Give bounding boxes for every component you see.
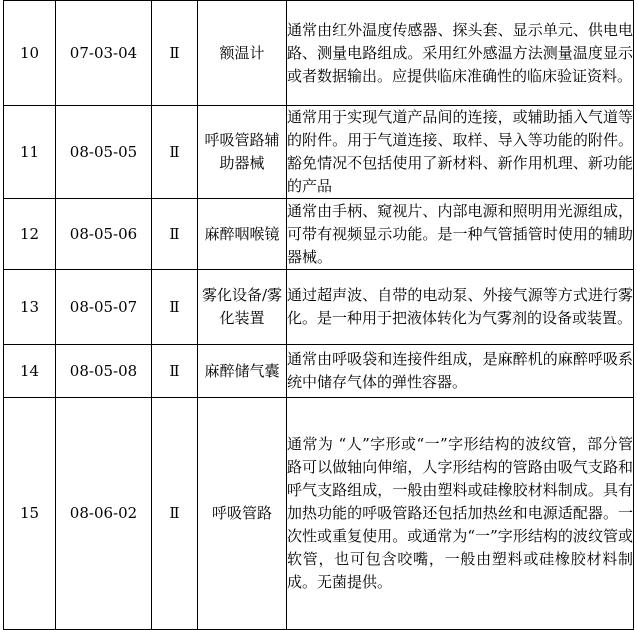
table-row (4, 345, 634, 398)
category-code: 08-05-08 (56, 345, 152, 398)
device-class: Ⅱ (152, 398, 198, 630)
product-description: 通常由呼吸袋和连接件组成，是麻醉机的麻醉呼吸系统中储存气体的弹性容器。 (287, 345, 634, 398)
device-class: Ⅱ (152, 1, 198, 106)
category-code: 08-06-02 (56, 398, 152, 630)
table-row (4, 199, 634, 270)
product-name: 呼吸管路 (198, 398, 287, 630)
product-description: 通常由手柄、窥视片、内部电源和照明用光源组成，可带有视频显示功能。是一种气管插管时使用的辅助器械。 (287, 199, 634, 270)
category-code: 08-05-06 (56, 199, 152, 270)
row-number: 14 (4, 345, 56, 398)
row-number: 11 (4, 106, 56, 199)
row-number: 15 (4, 398, 56, 630)
row-number: 10 (4, 1, 56, 106)
product-description: 通过超声波、自带的电动泵、外接气源等方式进行雾化。是一种用于把液体转化为气雾剂的设备或装置。 (287, 270, 634, 345)
product-description: 通常由红外温度传感器、探头套、显示单元、供电电路、测量电路组成。采用红外感温方法测量温度显示或者数据输出。应提供临床准确性的临床验证资料。 (287, 1, 634, 106)
table-row (4, 106, 634, 199)
product-name: 麻醉储气囊 (198, 345, 287, 398)
device-class: Ⅱ (152, 199, 198, 270)
product-name: 呼吸管路辅助器械 (198, 106, 287, 199)
category-code: 08-05-07 (56, 270, 152, 345)
product-name: 额温计 (198, 1, 287, 106)
product-description: 通常用于实现气道产品间的连接，或辅助插入气道等的附件。用于气道连接、取样、导入等功能的附件。豁免情况不包括使用了新材料、新作用机理、新功能的产品 (287, 106, 634, 199)
table-row (4, 1, 634, 106)
product-description: 通常为 “人”字形或“一”字形结构的波纹管，部分管路可以做轴向伸缩，人字形结构的管路由吸气支路和呼气支路组成，一般由塑料或硅橡胶材料制成。具有加热功能的呼吸管路还包括加热丝和电源适配器。一次性或重复使用。或通常为“一”字形结构的波纹管或软管，也可包含咬嘴，一般由塑料或硅橡胶材料制成。无菌提供。 (287, 398, 634, 630)
row-number: 12 (4, 199, 56, 270)
table-row (4, 270, 634, 345)
table-row (4, 398, 634, 630)
device-class: Ⅱ (152, 106, 198, 199)
product-name: 雾化设备/雾化装置 (198, 270, 287, 345)
category-code: 08-05-05 (56, 106, 152, 199)
product-name: 麻醉咽喉镜 (198, 199, 287, 270)
device-table (3, 0, 634, 630)
row-number: 13 (4, 270, 56, 345)
device-class: Ⅱ (152, 345, 198, 398)
device-class: Ⅱ (152, 270, 198, 345)
category-code: 07-03-04 (56, 1, 152, 106)
